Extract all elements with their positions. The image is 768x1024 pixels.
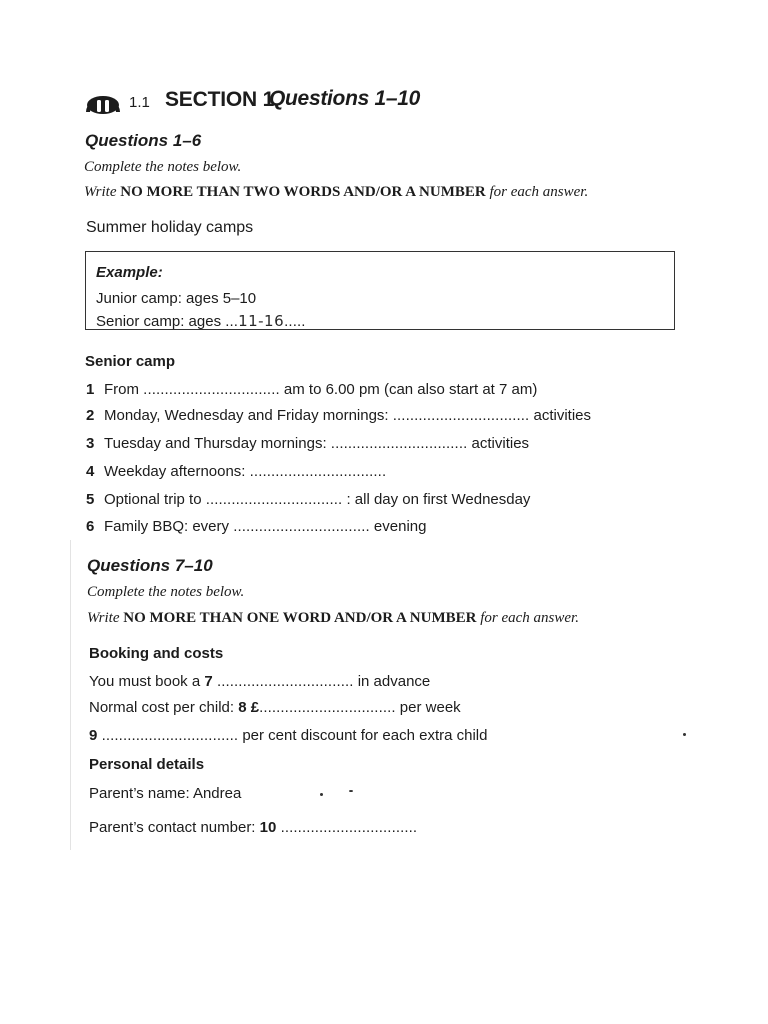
question-4: 4 Weekday afternoons: ................................ <box>86 463 387 480</box>
section-questions: Questions 1–10 <box>269 87 421 110</box>
questions-7-10-title: Questions 7–10 <box>87 556 213 575</box>
example-junior-camp: Junior camp: ages 5–10 <box>96 290 257 307</box>
handwritten-answer: 11-16 <box>238 312 285 330</box>
question-7: You must book a 7 ................................ in advance <box>89 673 431 690</box>
example-label: Example: <box>96 264 163 281</box>
headphones-icon <box>84 92 122 114</box>
question-5: 5 Optional trip to ................................ : all day on first Wednesday <box>86 491 531 508</box>
question-9: 9 ................................ per cent discount for each extra child <box>89 727 488 744</box>
answer-blank-8[interactable]: ................................ <box>259 699 396 716</box>
answer-blank-4[interactable]: ................................ <box>249 463 387 480</box>
question-2: 2 Monday, Wednesday and Friday mornings: ................................ activities <box>86 407 592 424</box>
answer-blank-7[interactable]: ................................ <box>212 673 354 690</box>
question-3: 3 Tuesday and Thursday mornings: ................................ activities <box>86 435 530 452</box>
instruction-complete-notes-2: Complete the notes below. <box>87 584 245 600</box>
booking-costs-heading: Booking and costs <box>89 645 224 662</box>
answer-blank-6[interactable]: ................................ <box>233 518 370 535</box>
answer-blank-2[interactable]: ................................ <box>392 407 530 424</box>
question-1: 1 From ................................ am to 6.00 pm (can also start at 7 am) <box>86 381 538 398</box>
question-8: Normal cost per child: 8 £................................ per week <box>89 699 461 716</box>
answer-blank-3[interactable]: ................................ <box>330 435 468 452</box>
question-6: 6 Family BBQ: every ................................ evening <box>86 518 427 535</box>
notes-topic: Summer holiday camps <box>86 219 254 236</box>
parent-name: Parent’s name: Andrea <box>89 785 242 802</box>
answer-blank-5[interactable]: ................................ <box>205 491 343 508</box>
question-10: Parent’s contact number: 10 ................................ <box>89 819 418 836</box>
scan-margin-line <box>70 540 71 850</box>
instruction-word-limit-1: Write NO MORE THAN TWO WORDS AND/OR A NUMBER for each answer. <box>84 184 589 200</box>
track-number: 1.1 <box>129 94 150 111</box>
questions-1-6-title: Questions 1–6 <box>85 131 202 150</box>
answer-blank-9[interactable]: ................................ <box>97 727 239 744</box>
instruction-complete-notes-1: Complete the notes below. <box>84 159 242 175</box>
scan-speck <box>683 733 686 736</box>
personal-details-heading: Personal details <box>89 756 205 773</box>
section-title: SECTION 1 <box>165 88 275 111</box>
example-senior-camp: Senior camp: ages ...11-16..... <box>96 312 306 330</box>
answer-blank-1[interactable]: ................................ <box>143 381 280 398</box>
scan-speck <box>349 790 353 792</box>
instruction-word-limit-2: Write NO MORE THAN ONE WORD AND/OR A NUMBER for each answer. <box>87 610 579 626</box>
senior-camp-heading: Senior camp <box>85 353 176 370</box>
example-box <box>85 251 675 330</box>
answer-blank-10[interactable]: ................................ <box>276 819 418 836</box>
scan-speck <box>320 793 323 796</box>
